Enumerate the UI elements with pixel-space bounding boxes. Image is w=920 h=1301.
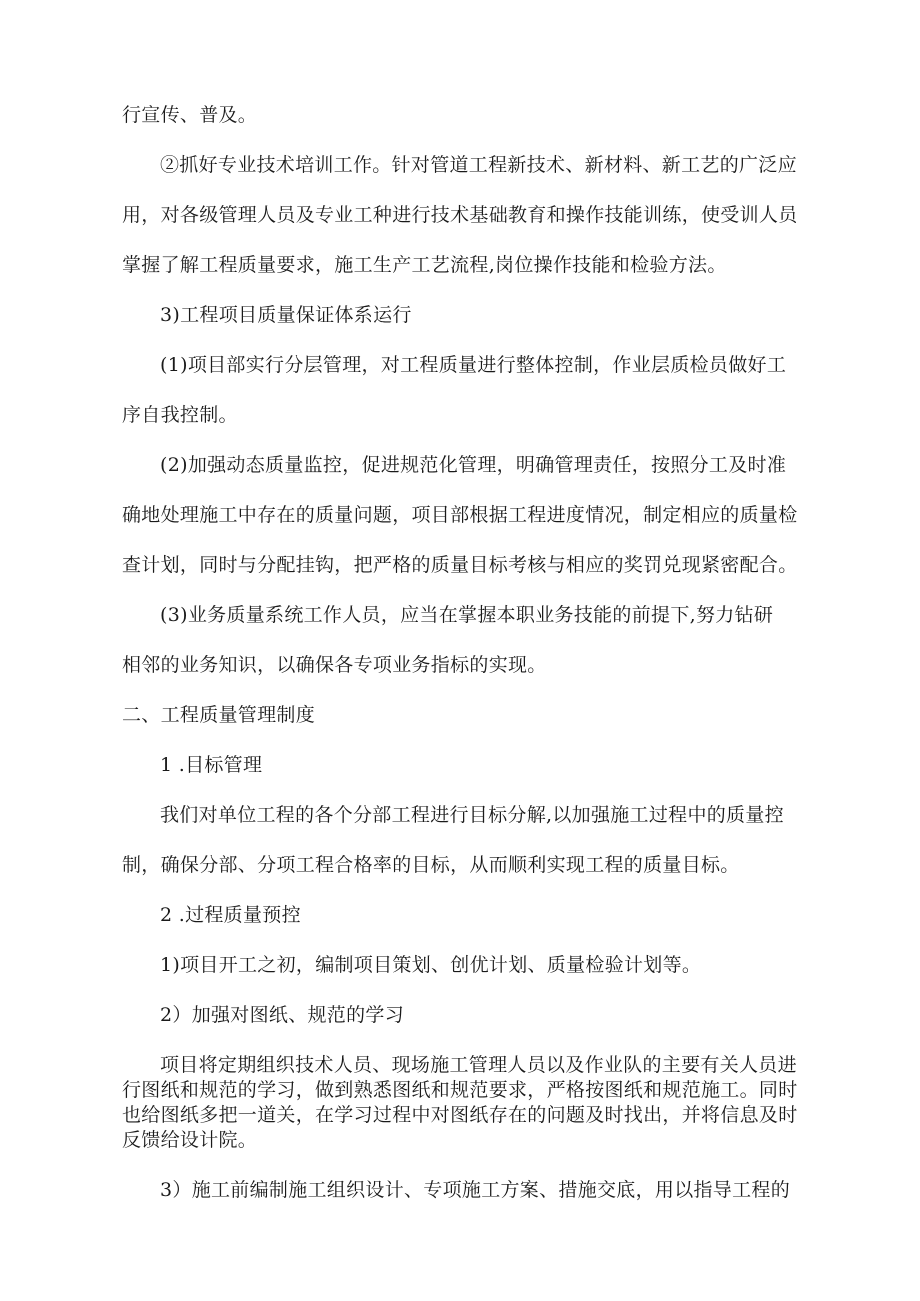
text-line: 序自我控制。 (122, 404, 238, 426)
text-line: (1)项目部实行分层管理，对工程质量进行整体控制，作业层质检员做好工 (160, 354, 787, 376)
text-line: ②抓好专业技术培训工作。针对管道工程新技术、新材料、新工艺的广泛应 (160, 154, 797, 176)
text-line: 也给图纸多把一道关，在学习过程中对图纸存在的问题及时找出，并将信息及时 (122, 1104, 798, 1126)
text-line: 1)项目开工之初，编制项目策划、创优计划、质量检验计划等。 (160, 954, 702, 976)
section-heading: 3)工程项目质量保证体系运行 (160, 304, 412, 326)
text-line: 相邻的业务知识，以确保各专项业务指标的实现。 (122, 654, 547, 676)
text-line: 用，对各级管理人员及专业工种进行技术基础教育和操作技能训练，使受训人员 (122, 204, 798, 226)
text-line: 确地处理施工中存在的质量问题，项目部根据工程进度情况，制定相应的质量检 (122, 504, 798, 526)
text-line: (2)加强动态质量监控，促进规范化管理，明确管理责任，按照分工及时准 (160, 454, 787, 476)
text-line: 我们对单位工程的各个分部工程进行目标分解,以加强施工过程中的质量控 (160, 804, 784, 826)
text-line: 掌握了解工程质量要求，施工生产工艺流程,岗位操作技能和检验方法。 (122, 254, 727, 276)
text-line: (3)业务质量系统工作人员，应当在掌握本职业务技能的前提下,努力钻研 (160, 604, 774, 626)
text-line: 行宣传、普及。 (122, 104, 258, 126)
section-heading: 2 .过程质量预控 (160, 904, 301, 926)
text-line: 项目将定期组织技术人员、现场施工管理人员以及作业队的主要有关人员进 (160, 1054, 797, 1076)
text-line: 查计划，同时与分配挂钩，把严格的质量目标考核与相应的奖罚兑现紧密配合。 (122, 554, 798, 576)
text-line: 反馈给设计院。 (122, 1129, 258, 1151)
text-line: 制，确保分部、分项工程合格率的目标，从而顺利实现工程的质量目标。 (122, 854, 740, 876)
section-heading: 1 .目标管理 (160, 754, 263, 776)
chapter-heading: 二、工程质量管理制度 (122, 704, 316, 726)
text-line: 3）施工前编制施工组织设计、专项施工方案、措施交底，用以指导工程的 (160, 1179, 790, 1201)
section-heading: 2）加强对图纸、规范的学习 (160, 1004, 404, 1026)
text-line: 行图纸和规范的学习，做到熟悉图纸和规范要求，严格按图纸和规范施工。同时 (122, 1079, 798, 1101)
